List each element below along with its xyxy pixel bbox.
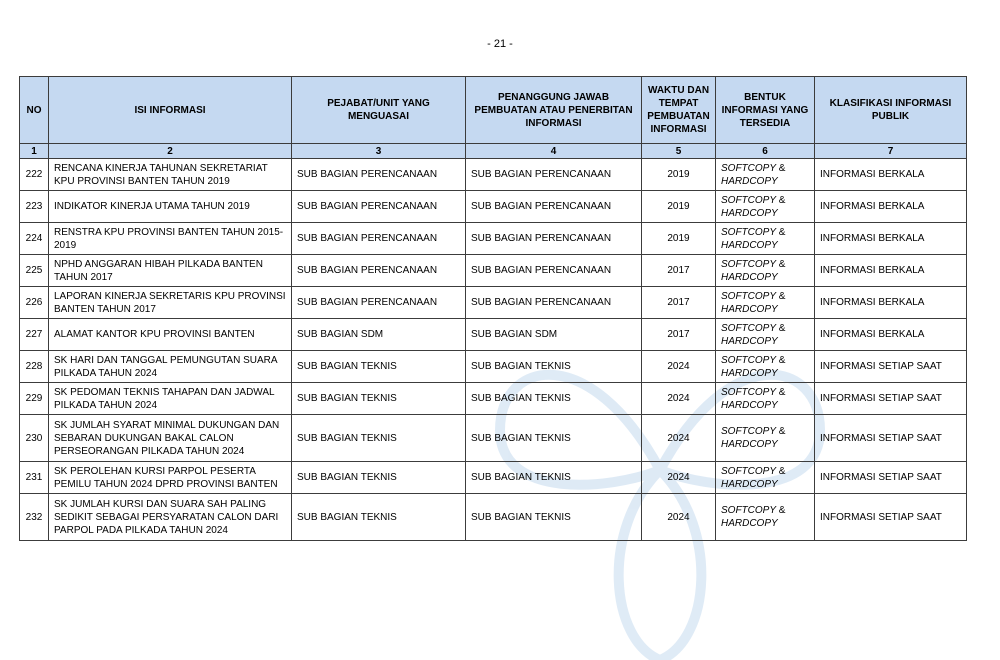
hardcopy-label: HARDCOPY: [721, 335, 778, 347]
header-waktu: WAKTU DAN TEMPAT PEMBUATAN INFORMASI: [642, 77, 716, 144]
ampersand: &: [776, 426, 786, 437]
hardcopy-label: HARDCOPY: [721, 399, 778, 411]
table-row: [20, 159, 967, 191]
hardcopy-label: HARDCOPY: [721, 207, 778, 219]
softcopy-label: SOFTCOPY: [721, 426, 777, 437]
row-bentuk: [716, 415, 815, 462]
row-isi-informasi: INDIKATOR KINERJA UTAMA TAHUN 2019: [49, 191, 292, 223]
column-number: 6: [716, 144, 815, 159]
information-table: [19, 76, 967, 541]
row-isi-informasi: RENSTRA KPU PROVINSI BANTEN TAHUN 2015-2019: [49, 223, 292, 255]
row-number: 230: [20, 415, 49, 462]
softcopy-label: SOFTCOPY: [721, 162, 777, 174]
softcopy-label: SOFTCOPY: [721, 465, 777, 477]
row-bentuk: [716, 223, 815, 255]
softcopy-label: SOFTCOPY: [721, 386, 777, 398]
column-number: 2: [49, 144, 292, 159]
softcopy-label: SOFTCOPY: [721, 194, 777, 206]
row-number: 222: [20, 159, 49, 191]
row-waktu: 2024: [642, 383, 716, 415]
row-isi-informasi: SK PEROLEHAN KURSI PARPOL PESERTA PEMILU TAHUN 2024 DPRD PROVINSI BANTEN: [49, 462, 292, 494]
header-isi-informasi: ISI INFORMASI: [49, 77, 292, 144]
row-klasifikasi: INFORMASI BERKALA: [815, 191, 967, 223]
row-bentuk: [716, 255, 815, 287]
row-number: 225: [20, 255, 49, 287]
table-row: [20, 287, 967, 319]
row-bentuk: [716, 351, 815, 383]
row-isi-informasi: LAPORAN KINERJA SEKRETARIS KPU PROVINSI BANTEN TAHUN 2017: [49, 287, 292, 319]
row-pejabat: SUB BAGIAN TEKNIS: [292, 351, 466, 383]
row-pejabat: SUB BAGIAN TEKNIS: [292, 462, 466, 494]
row-isi-informasi: ALAMAT KANTOR KPU PROVINSI BANTEN: [49, 319, 292, 351]
row-pejabat: SUB BAGIAN TEKNIS: [292, 494, 466, 541]
row-pejabat: SUB BAGIAN TEKNIS: [292, 383, 466, 415]
column-number: 1: [20, 144, 49, 159]
row-bentuk: [716, 494, 815, 541]
column-number: 4: [466, 144, 642, 159]
row-penanggung-jawab: SUB BAGIAN PERENCANAAN: [466, 191, 642, 223]
softcopy-label: SOFTCOPY: [721, 322, 777, 334]
row-isi-informasi: NPHD ANGGARAN HIBAH PILKADA BANTEN TAHUN 2017: [49, 255, 292, 287]
row-isi-informasi: SK JUMLAH SYARAT MINIMAL DUKUNGAN DAN SEBARAN DUKUNGAN BAKAL CALON PERSEORANGAN PILKADA TAHUN 2024: [49, 415, 292, 462]
row-pejabat: SUB BAGIAN PERENCANAAN: [292, 191, 466, 223]
row-isi-informasi: SK JUMLAH KURSI DAN SUARA SAH PALING SEDIKIT SEBAGAI PERSYARATAN CALON DARI PARPOL PADA PILKADA TAHUN 2024: [49, 494, 292, 541]
softcopy-label: SOFTCOPY: [721, 290, 777, 302]
ampersand: &: [776, 194, 786, 206]
row-isi-informasi: SK PEDOMAN TEKNIS TAHAPAN DAN JADWAL PILKADA TAHUN 2024: [49, 383, 292, 415]
row-bentuk: [716, 319, 815, 351]
row-number: 231: [20, 462, 49, 494]
column-number: 7: [815, 144, 967, 159]
column-number: 5: [642, 144, 716, 159]
row-klasifikasi: INFORMASI SETIAP SAAT: [815, 494, 967, 541]
row-number: 224: [20, 223, 49, 255]
row-waktu: 2024: [642, 351, 716, 383]
row-penanggung-jawab: SUB BAGIAN PERENCANAAN: [466, 159, 642, 191]
row-waktu: 2024: [642, 494, 716, 541]
row-klasifikasi: INFORMASI SETIAP SAAT: [815, 351, 967, 383]
row-penanggung-jawab: SUB BAGIAN TEKNIS: [466, 351, 642, 383]
hardcopy-label: HARDCOPY: [721, 478, 778, 490]
row-number: 223: [20, 191, 49, 223]
row-isi-informasi: RENCANA KINERJA TAHUNAN SEKRETARIAT KPU PROVINSI BANTEN TAHUN 2019: [49, 159, 292, 191]
row-pejabat: SUB BAGIAN PERENCANAAN: [292, 255, 466, 287]
table-row: [20, 351, 967, 383]
ampersand: &: [776, 322, 786, 334]
row-bentuk: [716, 287, 815, 319]
row-penanggung-jawab: SUB BAGIAN TEKNIS: [466, 462, 642, 494]
table-row: [20, 223, 967, 255]
hardcopy-label: HARDCOPY: [721, 439, 778, 450]
hardcopy-label: HARDCOPY: [721, 175, 778, 187]
row-penanggung-jawab: SUB BAGIAN SDM: [466, 319, 642, 351]
row-pejabat: SUB BAGIAN TEKNIS: [292, 415, 466, 462]
ampersand: &: [776, 290, 786, 302]
header-bentuk: BENTUK INFORMASI YANG TERSEDIA: [716, 77, 815, 144]
ampersand: &: [776, 465, 786, 477]
row-klasifikasi: INFORMASI BERKALA: [815, 319, 967, 351]
ampersand: &: [776, 226, 786, 238]
row-waktu: 2019: [642, 159, 716, 191]
table-row: [20, 319, 967, 351]
page-number: - 21 -: [487, 38, 513, 50]
row-waktu: 2019: [642, 223, 716, 255]
row-number: 227: [20, 319, 49, 351]
row-number: 226: [20, 287, 49, 319]
row-pejabat: SUB BAGIAN SDM: [292, 319, 466, 351]
ampersand: &: [776, 162, 786, 174]
softcopy-label: SOFTCOPY: [721, 226, 777, 238]
row-pejabat: SUB BAGIAN PERENCANAAN: [292, 223, 466, 255]
row-number: 232: [20, 494, 49, 541]
table-row: [20, 462, 967, 494]
row-bentuk: [716, 191, 815, 223]
row-klasifikasi: INFORMASI BERKALA: [815, 255, 967, 287]
softcopy-label: SOFTCOPY: [721, 258, 777, 270]
row-penanggung-jawab: SUB BAGIAN PERENCANAAN: [466, 287, 642, 319]
hardcopy-label: HARDCOPY: [721, 367, 778, 379]
row-waktu: 2017: [642, 319, 716, 351]
row-klasifikasi: INFORMASI BERKALA: [815, 223, 967, 255]
header-penanggung-jawab: PENANGGUNG JAWAB PEMBUATAN ATAU PENERBITAN INFORMASI: [466, 77, 642, 144]
row-pejabat: SUB BAGIAN PERENCANAAN: [292, 159, 466, 191]
row-klasifikasi: INFORMASI BERKALA: [815, 159, 967, 191]
row-klasifikasi: INFORMASI SETIAP SAAT: [815, 462, 967, 494]
row-isi-informasi: SK HARI DAN TANGGAL PEMUNGUTAN SUARA PILKADA TAHUN 2024: [49, 351, 292, 383]
row-klasifikasi: INFORMASI SETIAP SAAT: [815, 415, 967, 462]
table-row: [20, 383, 967, 415]
table-row: [20, 255, 967, 287]
row-waktu: 2024: [642, 415, 716, 462]
row-bentuk: [716, 462, 815, 494]
row-waktu: 2017: [642, 255, 716, 287]
column-number-row: [20, 144, 967, 159]
row-klasifikasi: INFORMASI BERKALA: [815, 287, 967, 319]
row-bentuk: [716, 159, 815, 191]
row-number: 229: [20, 383, 49, 415]
row-penanggung-jawab: SUB BAGIAN TEKNIS: [466, 494, 642, 541]
row-klasifikasi: INFORMASI SETIAP SAAT: [815, 383, 967, 415]
table-row: [20, 415, 967, 462]
row-penanggung-jawab: SUB BAGIAN PERENCANAAN: [466, 255, 642, 287]
row-pejabat: SUB BAGIAN PERENCANAAN: [292, 287, 466, 319]
ampersand: &: [776, 386, 786, 398]
header-klasifikasi: KLASIFIKASI INFORMASI PUBLIK: [815, 77, 967, 144]
row-penanggung-jawab: SUB BAGIAN PERENCANAAN: [466, 223, 642, 255]
ampersand: &: [776, 505, 786, 516]
softcopy-label: SOFTCOPY: [721, 505, 777, 516]
hardcopy-label: HARDCOPY: [721, 271, 778, 283]
row-waktu: 2017: [642, 287, 716, 319]
hardcopy-label: HARDCOPY: [721, 303, 778, 315]
table-row: [20, 494, 967, 541]
ampersand: &: [776, 354, 786, 366]
softcopy-label: SOFTCOPY: [721, 354, 777, 366]
row-number: 228: [20, 351, 49, 383]
row-waktu: 2019: [642, 191, 716, 223]
header-pejabat: PEJABAT/UNIT YANG MENGUASAI: [292, 77, 466, 144]
column-number: 3: [292, 144, 466, 159]
hardcopy-label: HARDCOPY: [721, 239, 778, 251]
table-header-row: [20, 77, 967, 144]
row-penanggung-jawab: SUB BAGIAN TEKNIS: [466, 383, 642, 415]
table-row: [20, 191, 967, 223]
header-no: NO: [20, 77, 49, 144]
row-penanggung-jawab: SUB BAGIAN TEKNIS: [466, 415, 642, 462]
row-bentuk: [716, 383, 815, 415]
row-waktu: 2024: [642, 462, 716, 494]
ampersand: &: [776, 258, 786, 270]
hardcopy-label: HARDCOPY: [721, 518, 778, 529]
